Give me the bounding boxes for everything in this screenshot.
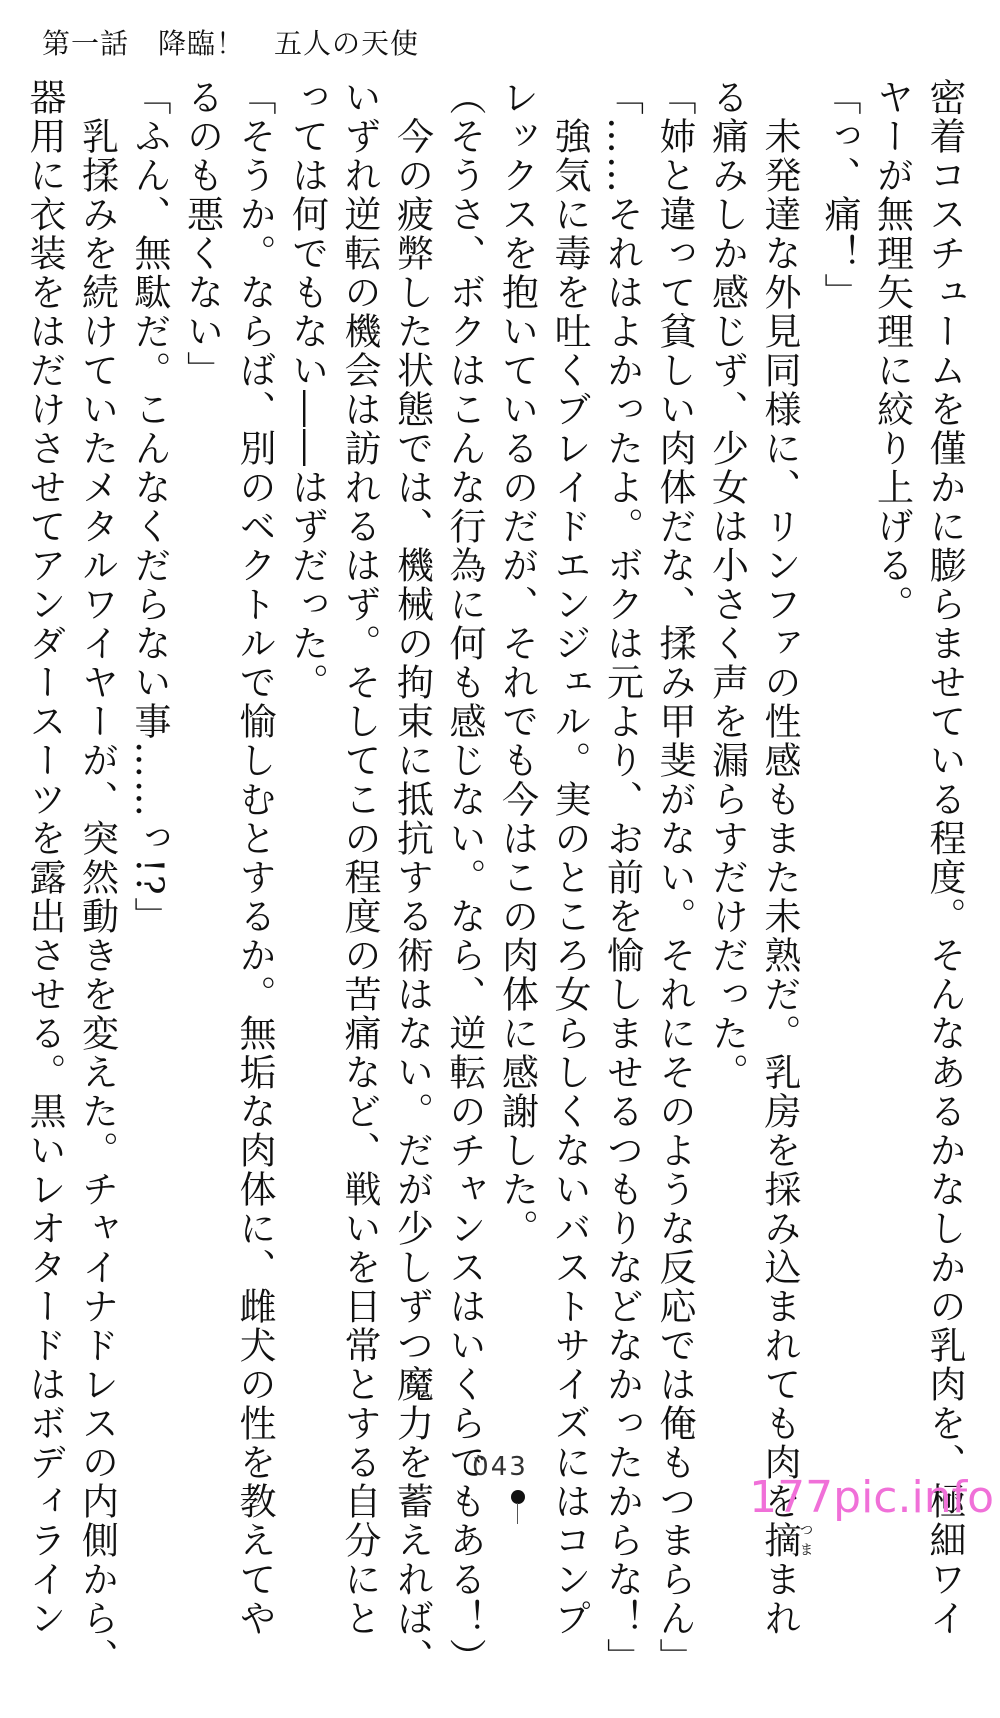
running-header: 第一話 降臨！ 五人の天使 — [42, 27, 420, 60]
text-line: 「姉と違って貧しい肉体だな、揉み甲斐がない。それにそのような反応では俺もつまらん」 — [653, 78, 696, 1677]
text-line-segment: 未発達な外見同様に、リンファの性感もまた未熟だ。乳房を採み込まれても肉を — [758, 78, 801, 1521]
text-line: （そうさ、ボクはこんな行為に何も感じない。なら、逆転のチャンスはいくらでもある！） — [443, 78, 486, 1677]
page-number: 043 — [472, 1452, 528, 1482]
text-line: る痛みしか感じず、少女は小さく声を漏らすだけだった。 — [705, 78, 749, 1092]
text-line: 「ふん、無駄だ。こんなくだらない事……っ!?」 — [128, 78, 171, 936]
text-line: るのも悪くない」 — [180, 78, 224, 390]
text-line: ヤーが無理矢理に絞り上げる。 — [870, 78, 914, 624]
text-line: 今の疲弊した状態では、機械の拘束に抵抗する術はない。だが少しずつ魔力を蓄えれば、 — [390, 78, 434, 1677]
text-line-segment: まれ — [758, 1560, 801, 1638]
text-line: いずれ逆転の機会は訪れるはず。そしてこの程度の苦痛など、戦いを日常とする自分にと — [338, 78, 381, 1638]
text-line: 密着コスチュームを僅かに膨らませている程度。そんなあるかなしかの乳肉を、極細ワイ — [923, 78, 966, 1638]
text-line: 「そうか。ならば、別のベクトルで愉しむとするか。無垢な肉体に、雌犬の性を教えてや — [233, 78, 276, 1638]
text-line: っては何でもない――はずだった。 — [285, 78, 329, 702]
text-line: 器用に衣装をはだけさせてアンダースーツを露出させる。黒いレオタードはボディライン — [23, 78, 66, 1638]
text-line: レックスを抱いているのだが、それでも今はこの肉体に感謝した。 — [495, 78, 539, 1248]
page-marker-dot — [511, 1490, 525, 1504]
watermark: 177pic.info — [749, 1472, 994, 1523]
text-line: 強気に毒を吐くブレイドエンジェル。実のところ女らしくないバストサイズにはコンプ — [548, 78, 591, 1638]
text-line: 「っ、痛！」 — [818, 78, 861, 312]
text-line: 乳揉みを続けていたメタルワイヤーが、突然動きを変えた。チャイナドレスの内側から、 — [75, 78, 119, 1677]
text-line: 「……それはよかったよ。ボクは元より、お前を愉しませるつもりなどなかったからな！」 — [600, 78, 644, 1677]
page-marker-line — [517, 1503, 518, 1524]
ruby-annotation: 摘つま — [758, 1521, 814, 1560]
